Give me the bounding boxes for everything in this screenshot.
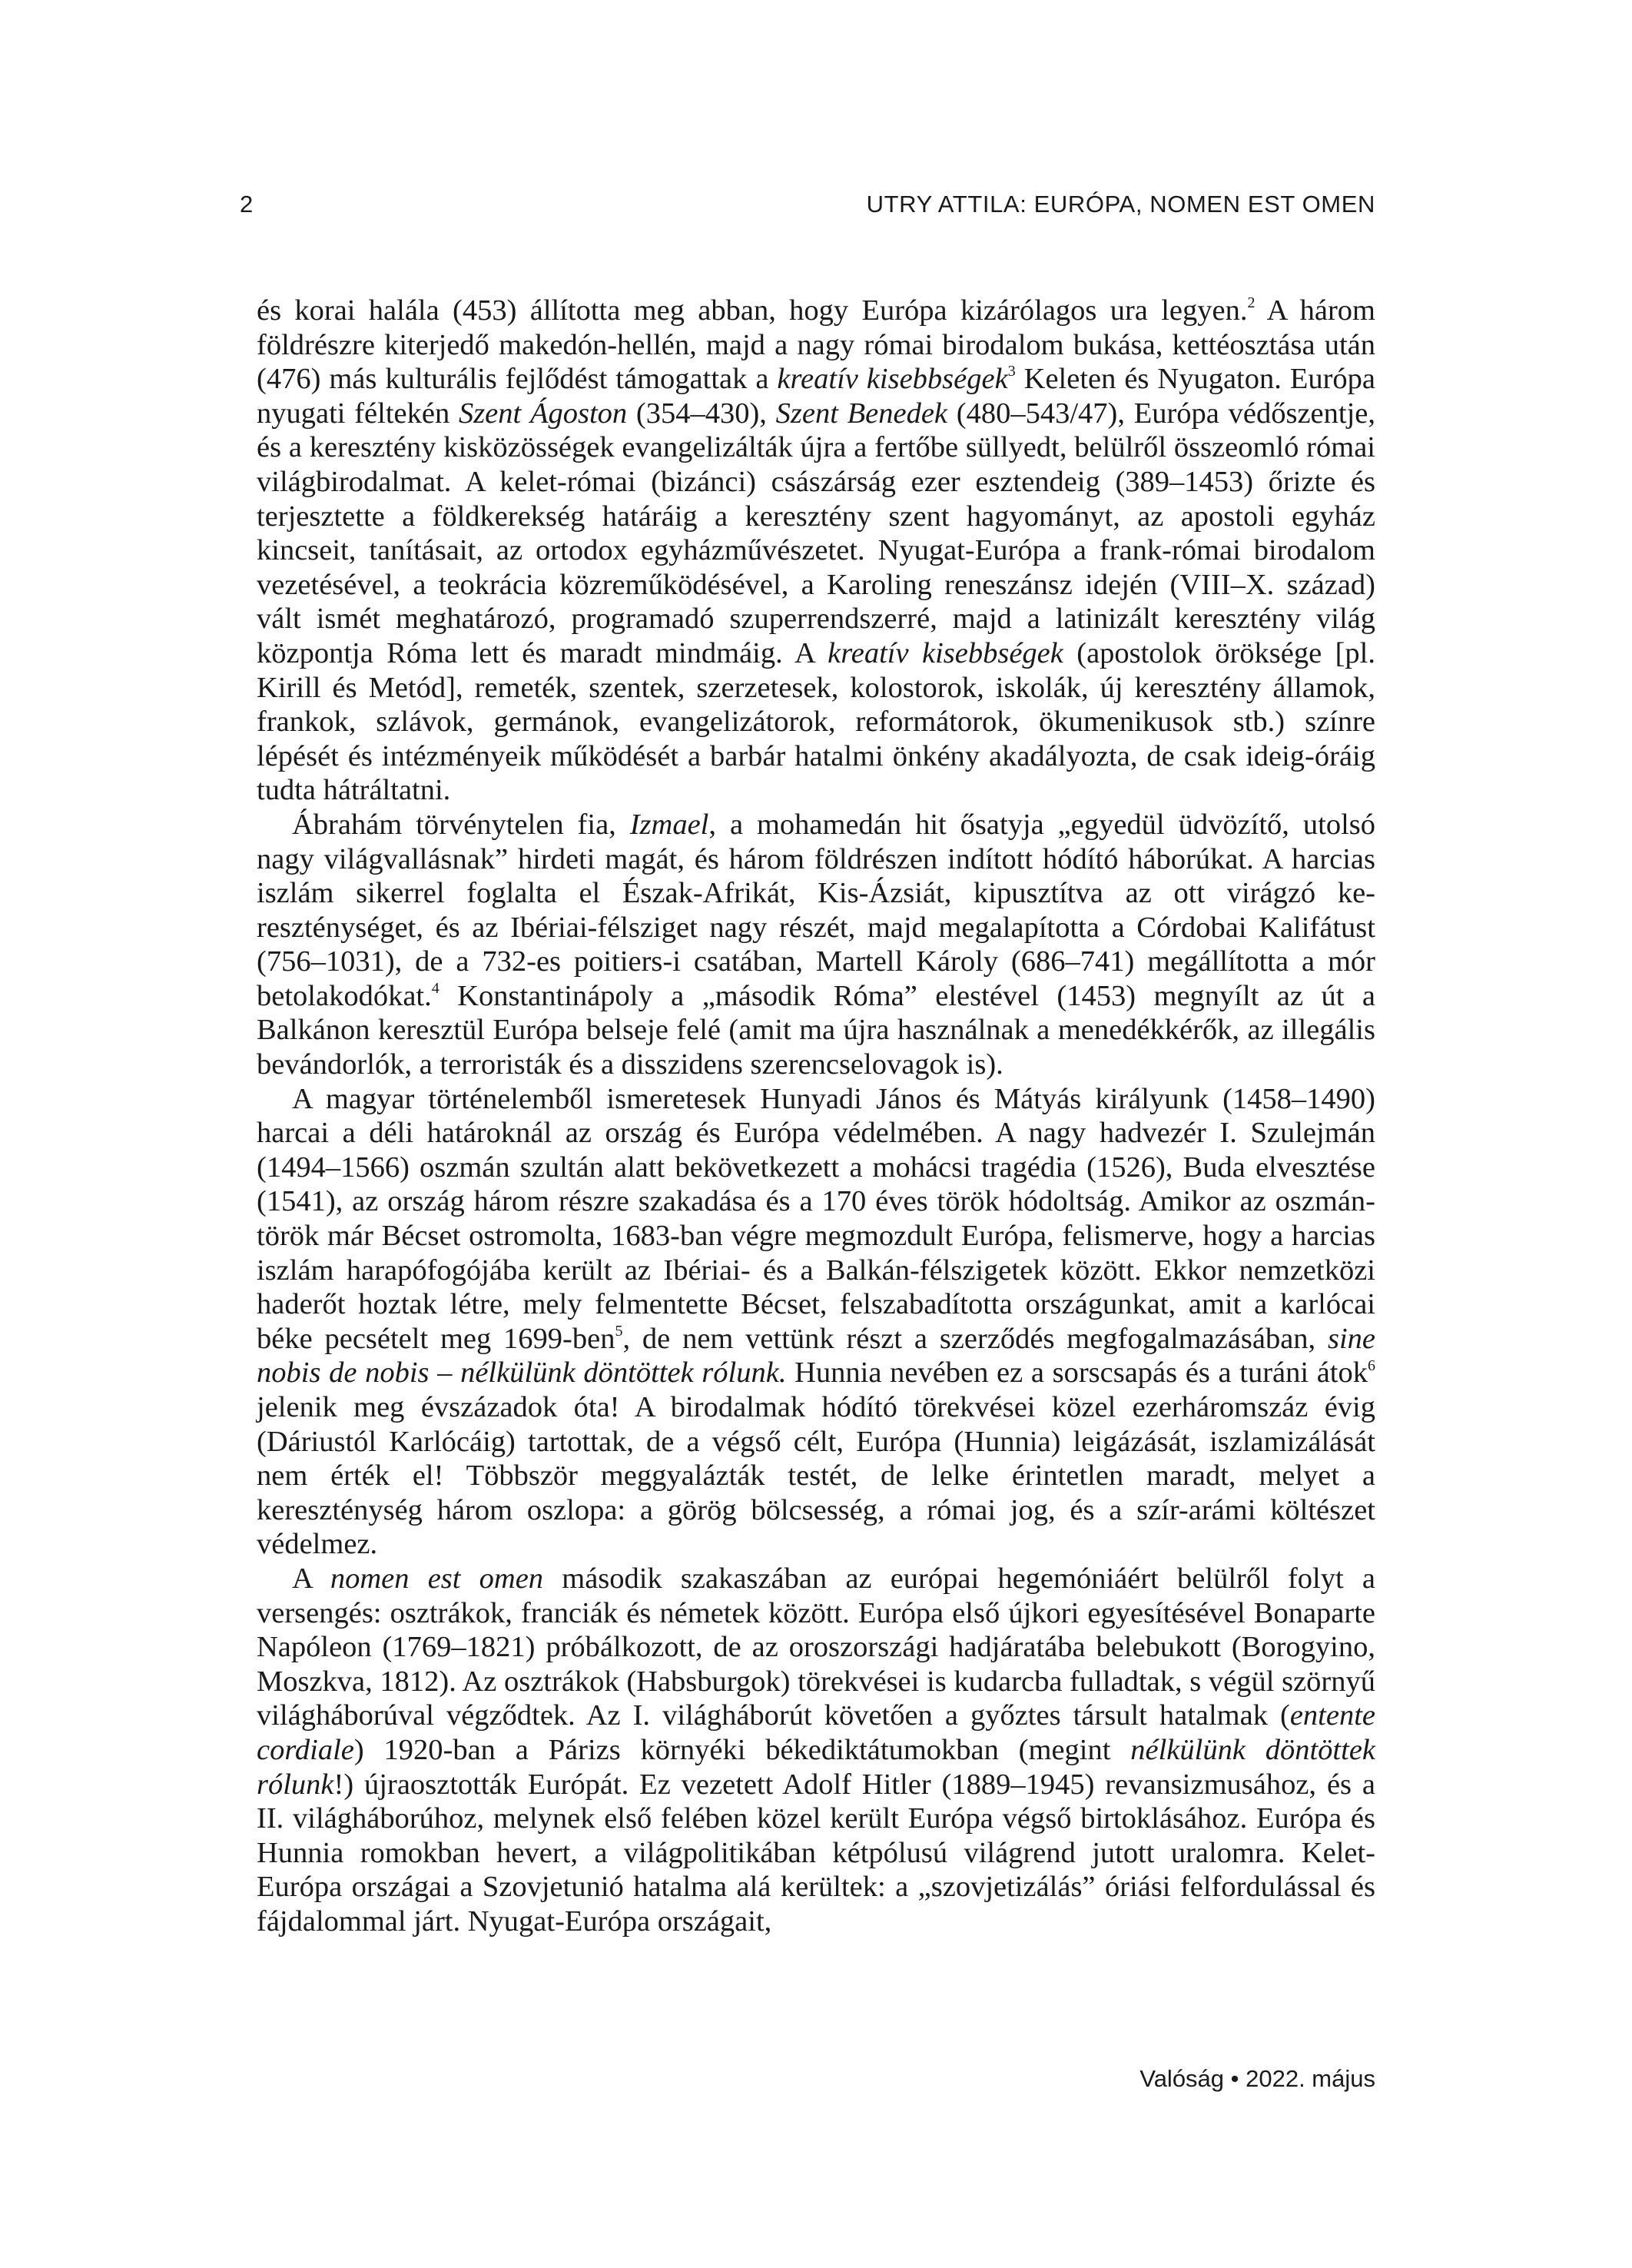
article-body <box>257 294 1375 1939</box>
text-run: ) 1920-ban a Párizs környéki békediktátumokban (megint <box>353 1733 1131 1766</box>
text-run: A magyar történelemből ismeretesek Hunyadi János és Mátyás királyunk (1458–1490) harcai a déli határoknál az ország és Európa védelmében. A nagy hadvezér I. Szulejmán (1494–1566) oszmán szultán alatt bekövetkezett a mohácsi tragédia (1526), Buda elvesztése (1541), az ország három részre szakadása és a 170 éves török hódoltság. Amikor az oszmán- török már Bécset ostromolta, 1683-ban végre megmozdult Európa, felismerve, hogy a harcias iszlám harapófogójába került az Ibériai- és a Balkán-félszigetek között. Ekkor nemzetközi haderőt hoztak létre, mely felmentette Bécset, felszabadította országunkat, amit a karlócai béke pecsételt meg 1699-ben <box>257 1082 1375 1355</box>
text-run: és korai halála (453) állította meg abban, hogy Európa kizárólagos ura legyen. <box>257 294 1248 327</box>
page-number: 2 <box>240 191 254 218</box>
footnote-ref-6: 6 <box>1368 1356 1375 1374</box>
text-run: Keleten és Nyugaton. Európa nyugati féltekén <box>257 363 1376 430</box>
text-run: jelenik meg évszázadok óta! A birodalmak hódító törekvései közel ezerháromszáz évig (Dáriustól Karlócáig) tartottak, de a végső célt, Európa (Hunnia) leigázását, iszlamizálását nem érték el! Többször meggyalázták testét, de lelke érintetlen maradt, melyet a kereszténység három oszlopa: a görög bölcsesség, a római jog, és a szír-arámi költészet védelmez. <box>257 1391 1375 1561</box>
footnote-ref-3: 3 <box>1007 363 1016 380</box>
text-run: Hunnia nevében ez a sorscsapás és a turáni átok <box>786 1356 1368 1390</box>
italic-term: Szent Ágoston <box>458 397 628 430</box>
italic-term: entente cordiale <box>257 1699 1375 1766</box>
footnote-ref-4: 4 <box>431 980 440 998</box>
text-run: (apostolok öröksége [pl. Kirill és Metód], remeték, szentek, szerzetesek, kolostorok, iskolák, új keresztény államok, frankok, szlávok, germánok, evangelizátorok, reformátorok, ökumenikusok stb.) színre lépését és intézményeik működését a barbár hatalmi önkény akadályozta, de csak ideig-óráig tudta hátráltatni. <box>257 636 1375 807</box>
italic-term: kreatív kisebbségek <box>777 363 1008 396</box>
footnote-ref-2: 2 <box>1247 294 1256 312</box>
italic-term: Szent Benedek <box>775 397 948 430</box>
text-run: második szakaszában az európai hegemóniáért belülről folyt a versengés: osztrákok, franciák és németek között. Európa első újkori egyesítésével Bonaparte Napóleon (1769–1821) próbálkozott, de az oroszországi hadjáratába belebukott (Borogyino, Moszkva, 1812). Az osztrákok (Habsburgok) törekvései is kudarcba fulladtak, s végül szörnyű világháborúval végződtek. Az I. világháborút követően a győztes társult hatalmak ( <box>257 1562 1375 1732</box>
italic-term: sine nobis de nobis – nélkülünk döntöttek rólunk. <box>257 1322 1375 1390</box>
text-run: (480–543/47), Európa védőszentje, és a keresztény kisközösségek evangelizálták újra a fertőbe süllyedt, belülről összeomló római világbirodalmat. A kelet-római (bizánci) császárság ezer esztendeig (389–1453) őrizte és terjesztette a földkerekség határáig a keresztény szent hagyományt, az apostoli egyház kincseit, tanításait, az ortodox egyházművészetet. Nyugat-Európa a frank-római birodalom vezetésével, a teokrácia közreműködésével, a Karoling reneszánsz idején (VIII–X. század) vált ismét meghatározó, programadó szuperrendszerré, majd a latinizált keresztény világ központja Róma lett és maradt mindmáig. A <box>257 397 1375 669</box>
text-run: , a mohamedán hit ősatyja „egyedül üdvözítő, utolsó nagy világvallásnak” hirdeti magát, és három földrészen indított hódító háborúkat. A harcias iszlám sikerrel foglalta el Észak-Afrikát, Kis-Ázsiát, kipusztítva az ott virágzó kereszténységet, és az Ibériai-félsziget nagy részét, majd megalapította a Córdobai Kalifátust (756–1031), de a 732-es poitiers-i csatában, Martell Károly (686–741) megállította a mór betolakodókat. <box>257 808 1375 1012</box>
footnote-ref-5: 5 <box>615 1322 623 1340</box>
italic-term: nélkülünk döntöttek rólunk <box>257 1733 1375 1801</box>
paragraph-1 <box>257 294 1375 808</box>
paragraph-2 <box>257 808 1375 1082</box>
text-run: !) újraosztották Európát. Ez vezetett Adolf Hitler (1889–1945) revansizmusához, és a II. világháborúhoz, melynek első felében közel került Európa végső birtoklásához. Európa és Hunnia romokban hevert, a világpolitikában kétpólusú világrend jutott uralomra. Kelet-Európa országai a Szovjetunió hatalma alá kerültek: a „szovjetizálás” óriási felfordulással és fájdalommal járt. Nyugat-Európa országait, <box>257 1768 1375 1938</box>
text-run: A három földrészre kiterjedő makedón-hellén, majd a nagy római birodalom bukása, kettéosztása után (476) más kulturális fejlődést támogattak a <box>257 294 1375 396</box>
text-run: A <box>292 1562 330 1595</box>
italic-term: kreatív kisebbségek <box>828 636 1063 669</box>
text-run: Ábrahám törvénytelen fia, <box>292 808 630 841</box>
italic-term: nomen est omen <box>330 1562 544 1595</box>
italic-term: Izmael <box>629 808 709 841</box>
journal-footer: Valóság • 2022. május <box>1139 2065 1375 2092</box>
running-head: UTRY ATTILA: EURÓPA, NOMEN EST OMEN <box>866 191 1375 218</box>
text-run: (354–430), <box>627 397 776 430</box>
paragraph-4 <box>257 1562 1375 1939</box>
text-run: Konstantinápoly a „második Róma” elestével (1453) megnyílt az út a Balkánon keresztül Európa belseje felé (amit ma újra használnak a menedékkérők, az illegális bevándorlók, a terroristák és a disszidens szerencselovagok is). <box>257 979 1375 1081</box>
text-run: , de nem vettünk részt a szerződés megfogalmazásában, <box>622 1322 1328 1355</box>
paragraph-3 <box>257 1082 1375 1562</box>
